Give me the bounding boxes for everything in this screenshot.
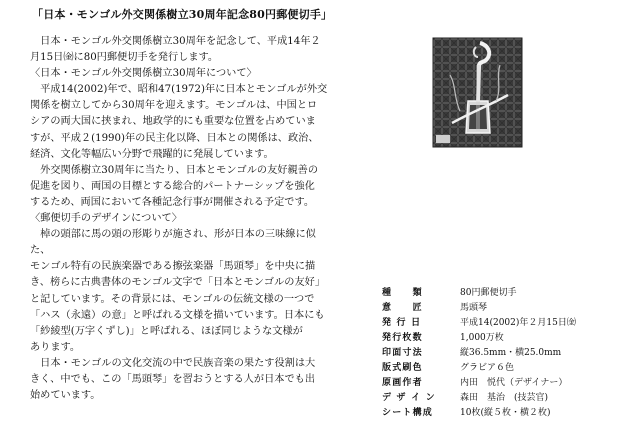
anniversary-paragraph-2: 外交関係樹立30周年に当たり、日本とモンゴルの友好親善の 促進を図り、両国の目標とする総合的パートナーシップを強化 するため、両国において各種記念行事が開催される予定です。 (30, 164, 319, 208)
spec-row-original-artist (382, 376, 576, 391)
spec-row-quantity (382, 331, 576, 346)
spec-row-sheet (382, 406, 576, 421)
spec-row-design (382, 301, 576, 316)
spec-label: 原画作者 (382, 378, 423, 388)
stamp-image (430, 35, 525, 150)
section-heading-anniversary: 〈日本・モンゴル外交関係樹立30周年について〉 (30, 68, 257, 80)
spec-value: 1,000万枚 (460, 333, 504, 343)
spec-value: 森田 基治 (技芸官) (460, 393, 549, 403)
spec-value: グラビア６色 (460, 363, 515, 373)
anniversary-paragraph-1: 平成14(2002)年で、昭和47(1972)年に日本とモンゴルが外交 関係を樹立してから30周年を迎えます。モンゴルは、中国とロ シアの両大国に挟まれ、地政学的にも重要な位置を占めていま すが、平成２(1990)年の民主化以降、日本との関係は、政治、 経済、文化等幅広い分野で飛躍的に発展しています。 (30, 84, 328, 160)
spec-row-issue-date (382, 316, 576, 331)
spec-label: 発行枚数 (382, 333, 423, 343)
spec-label: 種 類 (382, 288, 423, 298)
spec-label: デ ザ イ ン (382, 393, 436, 403)
spec-label: シート構成 (382, 408, 434, 418)
stamp-specification-table (382, 286, 576, 421)
document-body (30, 34, 335, 404)
document-title: 「日本・モンゴル外交関係樹立30周年記念80円郵便切手」 (32, 8, 333, 21)
spec-value: 縦36.5mm・横25.0mm (460, 348, 562, 358)
spec-row-designer (382, 391, 576, 406)
spec-label: 発 行 日 (382, 318, 422, 328)
design-paragraph-2: 日本・モンゴルの文化交流の中で民族音楽の果たす役割は大 きく、中でも、この「馬頭琴」を習おうとする人が日本でも出 始めています。 (30, 357, 316, 402)
spec-value: 10枚(縦５枚・横２枚) (460, 408, 551, 418)
spec-row-printing (382, 361, 576, 376)
design-paragraph-1: 棹の頭部に馬の頭の形彫りが施され、形が日本の三味線に似た、 モンゴル特有の民族楽器である擦弦楽器「馬頭琴」を中央に描 き、榜らに古典書体のモンゴル文字で「日本とモンゴルの友好」 と記しています。その背景には、モンゴルの伝統文様の一つで 「ハス（永遠）の意」と呼ばれる文様を描いています。日本にも 「紗綾型(万字くずし)」と呼ばれる、ほぼ同じような文様が あります。 (30, 229, 326, 353)
spec-label: 意 匠 (382, 303, 423, 313)
spec-value: 馬頭琴 (460, 303, 488, 313)
spec-label: 印面寸法 (382, 348, 423, 358)
spec-row-dimensions (382, 346, 576, 361)
section-heading-design: 〈郵便切手のデザインについて〉 (30, 213, 182, 225)
intro-paragraph: 日本・モンゴル外交関係樹立30周年を記念して、平成14年２ 月15日㈮に80円郵便切手を発行します。 (30, 36, 321, 64)
spec-label: 版式刷色 (382, 363, 423, 373)
spec-value: 80円郵便切手 (460, 288, 517, 298)
spec-row-type (382, 286, 576, 301)
spec-value: 内田 悦代（デザイナー） (460, 378, 568, 388)
spec-value: 平成14(2002)年２月15日㈮ (460, 318, 576, 328)
